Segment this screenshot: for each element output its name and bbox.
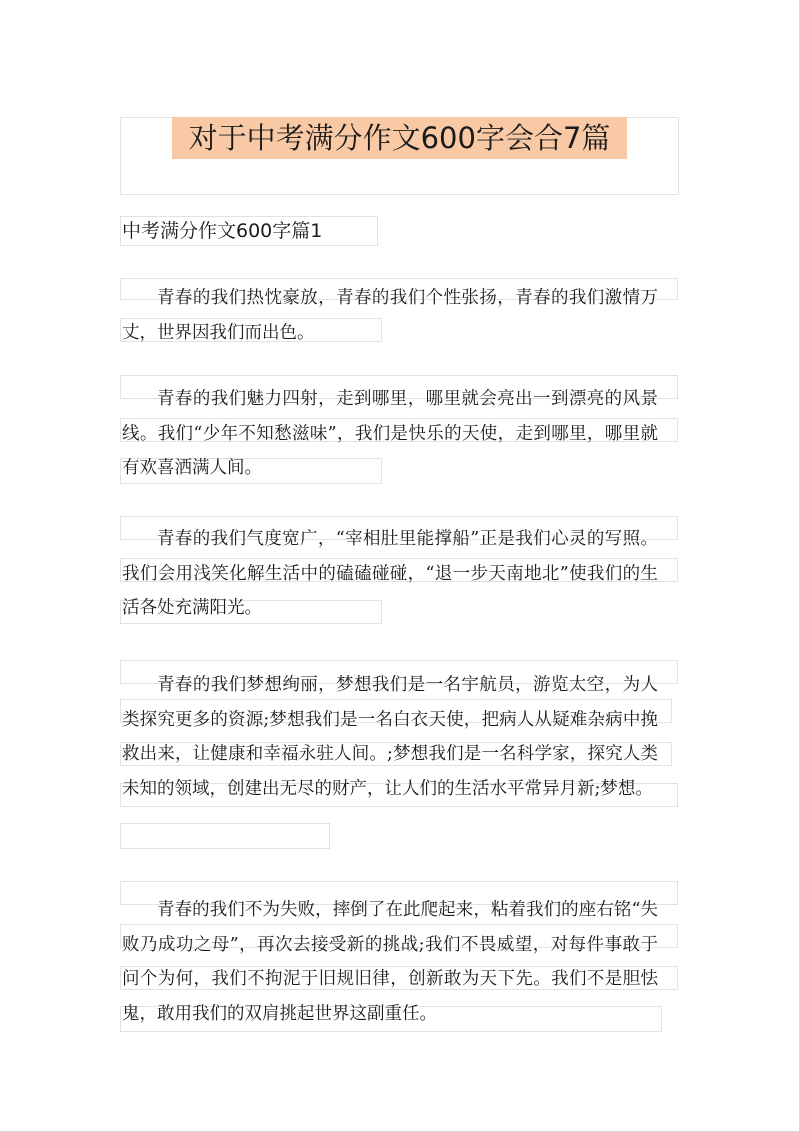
paragraph-3: 青春的我们气度宽广，“宰相肚里能撑船”正是我们心灵的写照。我们会用浅笑化解生活中的磕磕碰碰，“退一步天南地北”使我们的生活各处充满阳光。	[122, 529, 658, 618]
paragraph-4: 青春的我们梦想绚丽，梦想我们是一名宇航员，游览太空，为人类探究更多的资源;梦想我们是一名白衣天使，把病人从疑难杂病中挽救出来，让健康和幸福永驻人间。;梦想我们是一名科学家，探究人类未知的领域，创建出无尽的财产，让人们的生活水平常异月新;梦想。	[122, 675, 658, 799]
paragraph-2: 青春的我们魅力四射，走到哪里，哪里就会亮出一到漂亮的风景线。我们“少年不知愁滋味”，我们是快乐的天使，走到哪里，哪里就有欢喜洒满人间。	[122, 389, 658, 478]
line-frame	[120, 823, 330, 849]
paragraph-1: 青春的我们热忱豪放，青春的我们个性张扬，青春的我们激情万丈，世界因我们而出色。	[122, 288, 658, 343]
document-title: 对于中考满分作文600字会合7篇	[188, 121, 611, 155]
section-heading: 中考满分作文600字篇1	[122, 220, 323, 242]
paragraph-5: 青春的我们不为失败，摔倒了在此爬起来，粘着我们的座右铭“失败乃成功之母”，再次去接受新的挑战;我们不畏威望，对每件事敢于问个为何，我们不拘泥于旧规旧律，创新敢为天下先。我们不是胆怯鬼，敢用我们的双肩挑起世界这副重任。	[122, 900, 658, 1024]
